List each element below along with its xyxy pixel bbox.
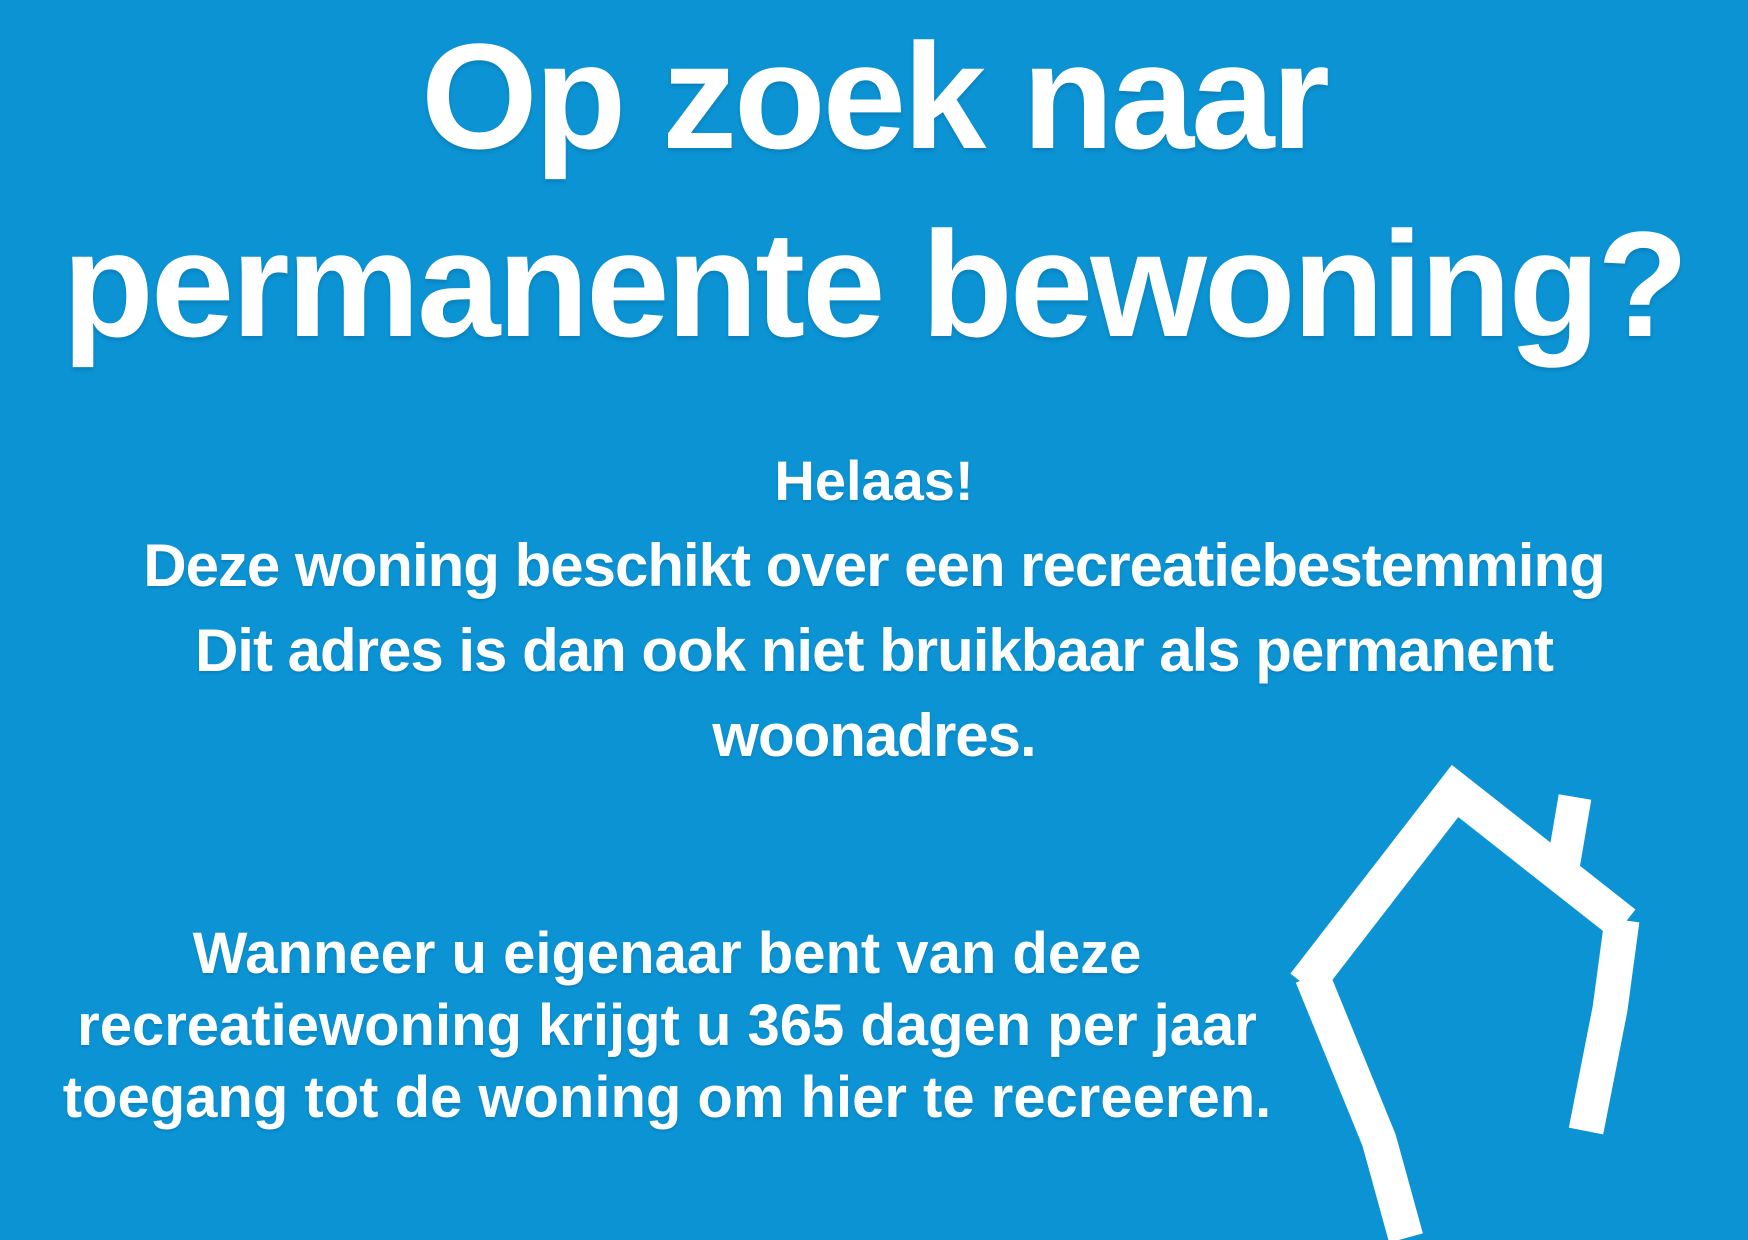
notice-line-2: Dit adres is dan ook niet bruikbaar als permanent (194, 617, 1554, 684)
house-chimney (1561, 797, 1575, 879)
house-right-wall (1586, 920, 1622, 1131)
notice-line-1: Deze woning beschikt over een recreatiebestemming (143, 532, 1605, 599)
notice-heading: Helaas! (774, 449, 974, 512)
house-outline-icon (1295, 783, 1635, 1240)
info-line-2: recreatiewoning krijgt u 365 dagen per jaar (77, 993, 1257, 1058)
title-line-1: Op zoek naar (421, 12, 1327, 180)
title-line-2: permanente bewoning? (62, 200, 1686, 368)
info-line-1: Wanneer u eigenaar bent van deze (192, 921, 1142, 986)
poster-title (0, 2, 1748, 378)
info-line-3: toegang tot de woning om hier te recreeren. (62, 1065, 1272, 1130)
notice-block (0, 438, 1748, 778)
notice-line-3: woonadres. (712, 702, 1036, 769)
info-block (0, 918, 1334, 1134)
house-left-wall (1312, 976, 1406, 1238)
